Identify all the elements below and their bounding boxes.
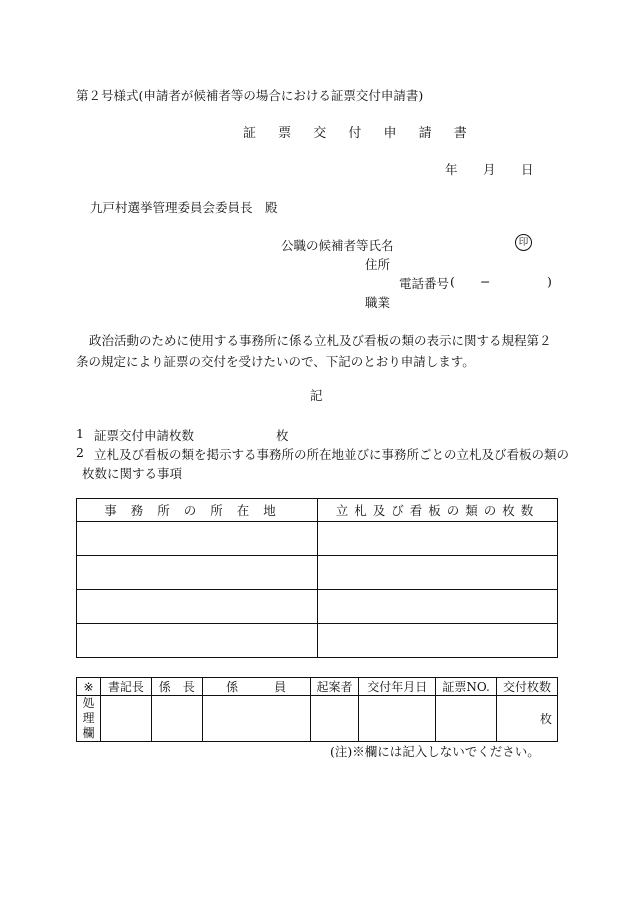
- item-2-text: 立札及び看板の類を掲示する事務所の所在地並びに事務所ごとの立札及び看板の類の: [94, 447, 570, 462]
- sign-count-cell[interactable]: [318, 590, 558, 624]
- header-office-location: 事務所の所在地: [77, 499, 318, 522]
- table-row: [77, 556, 558, 590]
- header-issue-date: 交付年月日: [359, 678, 436, 696]
- table-row: [77, 522, 558, 556]
- item-2-text-continued: 枚数に関する事項: [82, 466, 183, 481]
- date-day-label: 日: [521, 162, 534, 177]
- form-label: 第２号様式(申請者が候補者等の場合における証票交付申請書): [76, 88, 424, 103]
- office-location-cell[interactable]: [77, 522, 318, 556]
- processing-table: [76, 677, 558, 742]
- office-table: [76, 498, 558, 658]
- header-certificate-no: 証票NO.: [436, 678, 497, 696]
- office-location-cell[interactable]: [77, 556, 318, 590]
- date-year-label: 年: [445, 162, 458, 177]
- processing-body-row: [77, 696, 558, 742]
- item-1-text: 証票交付申請枚数: [94, 428, 195, 443]
- phone-close-paren: ): [547, 274, 552, 289]
- processing-header-row: [77, 678, 558, 696]
- ki-heading: 記: [310, 388, 323, 403]
- phone-dash: −: [480, 274, 491, 289]
- phone-open-paren: (: [450, 274, 455, 289]
- date-line: [445, 160, 534, 178]
- header-drafter: 起案者: [310, 678, 359, 696]
- addressee: 九戸村選挙管理委員会委員長 殿: [90, 200, 278, 215]
- sign-count-cell[interactable]: [318, 522, 558, 556]
- item-1-unit: 枚: [276, 428, 289, 443]
- header-secretary-general: 書記長: [100, 678, 151, 696]
- table-row: [77, 590, 558, 624]
- footnote: (注)※欄には記入しないでください。: [330, 744, 540, 759]
- request-body-text: 政治活動のために使用する事務所に係る立札及び看板の類の表示に関する規程第２条の規定により証票の交付を受けたいので、下記のとおり申請します。: [76, 333, 552, 369]
- item-2-number: 2: [76, 445, 84, 460]
- header-sign-count: 立札及び看板の類の枚数: [318, 499, 558, 522]
- office-table-header: [77, 499, 558, 522]
- secretary-general-cell: [100, 696, 151, 742]
- processing-side-label: [77, 696, 101, 742]
- seal-mark: 印: [515, 234, 532, 251]
- side-label-char: 欄: [82, 726, 95, 740]
- item-1-number: 1: [76, 426, 84, 441]
- side-label-char: 処: [82, 696, 95, 710]
- address-label: 住所: [365, 257, 391, 272]
- drafter-cell: [310, 696, 359, 742]
- header-staff: 係 員: [202, 678, 310, 696]
- office-location-cell[interactable]: [77, 624, 318, 658]
- sign-count-cell[interactable]: [318, 624, 558, 658]
- header-section-chief: 係 長: [151, 678, 202, 696]
- certificate-no-cell: [436, 696, 497, 742]
- date-month-label: 月: [483, 162, 496, 177]
- sign-count-cell[interactable]: [318, 556, 558, 590]
- issue-date-cell: [359, 696, 436, 742]
- side-label-char: 理: [82, 711, 95, 725]
- phone-label: 電話番号: [399, 276, 450, 291]
- page-title: 証 票 交 付 申 請 書: [243, 126, 476, 141]
- header-issued-count: 交付枚数: [497, 678, 558, 696]
- staff-cell: [202, 696, 310, 742]
- issued-count-cell: 枚: [497, 696, 558, 742]
- section-chief-cell: [151, 696, 202, 742]
- table-row: [77, 624, 558, 658]
- office-location-cell[interactable]: [77, 590, 318, 624]
- candidate-name-label: 公職の候補者等氏名: [281, 238, 394, 253]
- occupation-label: 職業: [365, 295, 391, 310]
- processing-mark: ※: [77, 678, 101, 696]
